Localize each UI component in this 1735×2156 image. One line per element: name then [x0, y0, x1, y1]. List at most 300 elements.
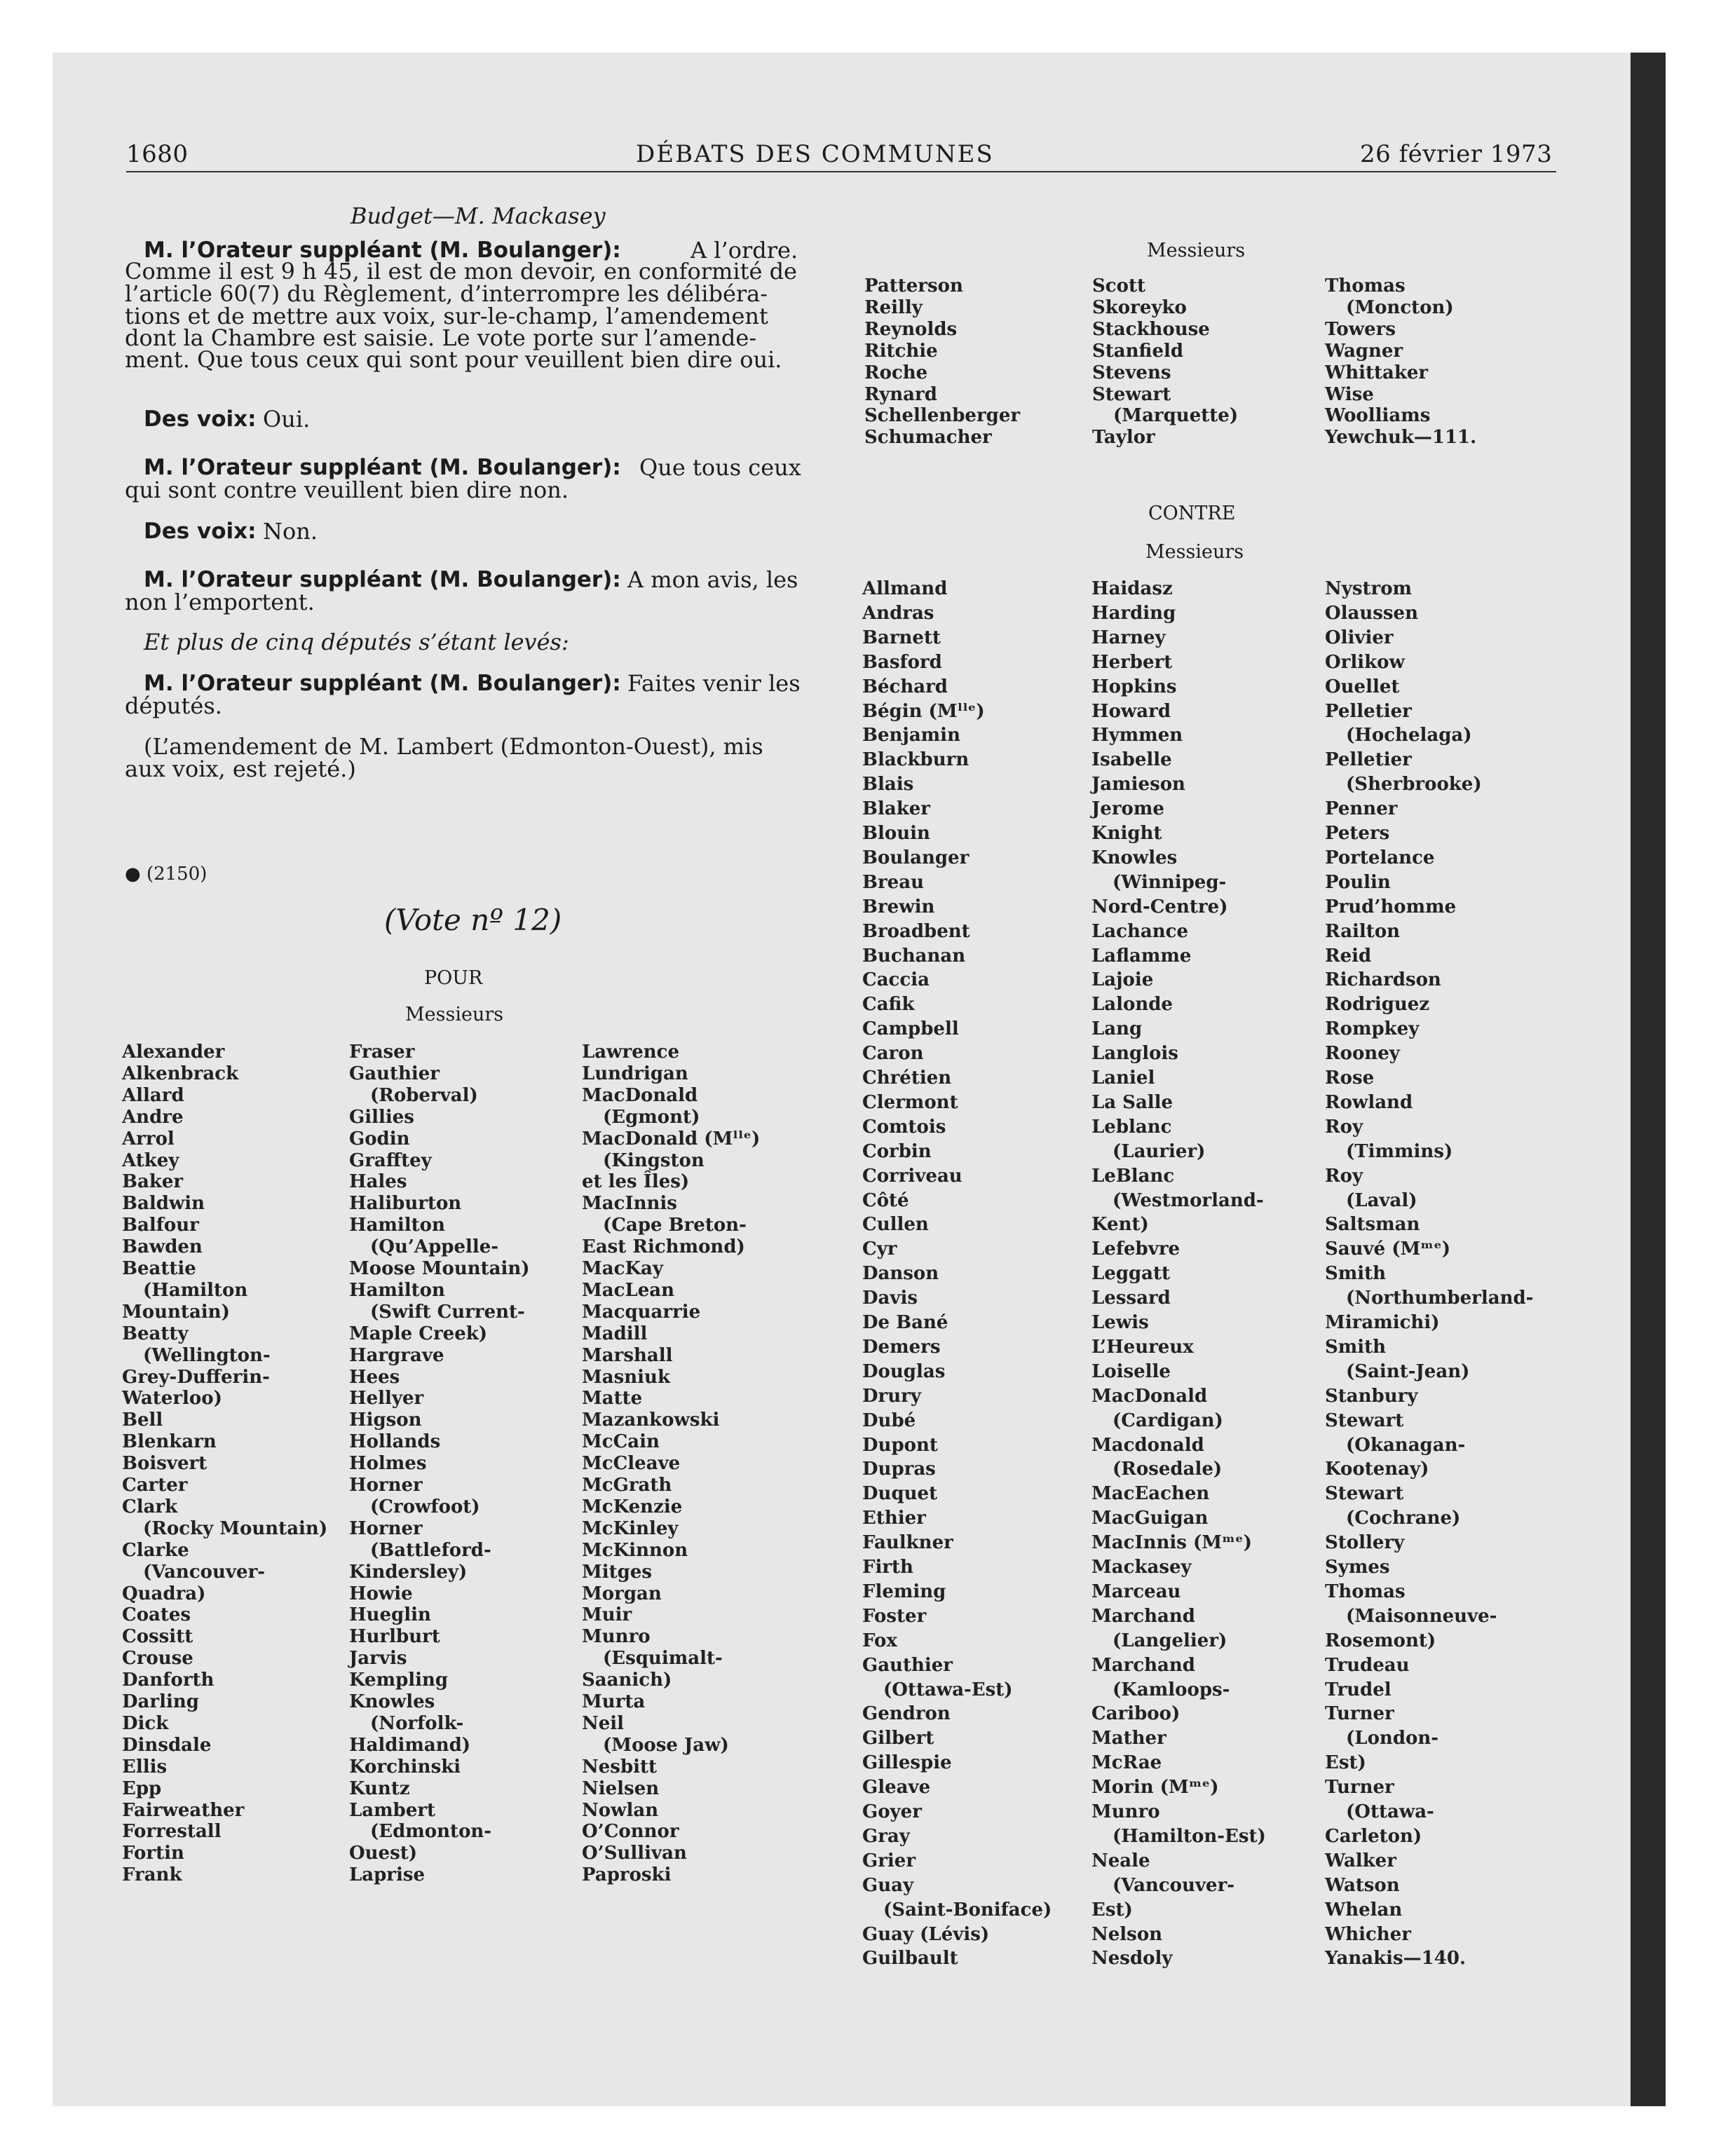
member-name: Beattie: [122, 1258, 196, 1279]
member-name: Kempling: [349, 1670, 449, 1691]
member-name: Lefebvre: [1091, 1239, 1181, 1260]
member-name: Caron: [862, 1043, 924, 1064]
member-name: (Northumberland-: [1346, 1288, 1534, 1309]
pour-label: POUR: [424, 967, 483, 989]
member-name: Dubé: [862, 1410, 916, 1431]
debate-line-continuation: Oui.: [263, 406, 311, 432]
member-name: Waterloo): [122, 1388, 222, 1409]
member-name: (Esquimalt-: [603, 1648, 723, 1669]
member-name: Whittaker: [1325, 362, 1429, 383]
member-name: Corriveau: [862, 1166, 962, 1187]
member-name: Reid: [1325, 946, 1372, 967]
member-name: (London-: [1346, 1728, 1439, 1749]
member-name: Drury: [862, 1386, 921, 1407]
member-name: (Battleford-: [370, 1540, 491, 1561]
member-name: Stewart: [1325, 1410, 1404, 1431]
member-name: Knowles: [349, 1691, 435, 1712]
member-name: Howie: [349, 1583, 413, 1604]
member-name: De Bané: [862, 1312, 948, 1333]
member-name: McGrath: [582, 1475, 672, 1496]
member-name: Demers: [862, 1337, 941, 1358]
member-name: Jamieson: [1091, 774, 1185, 795]
member-name: Ouellet: [1325, 676, 1400, 697]
member-name: Kuntz: [349, 1778, 410, 1799]
member-name: (Langelier): [1113, 1630, 1227, 1651]
member-name: Dupont: [862, 1435, 938, 1456]
member-name: Stanfield: [1092, 341, 1184, 362]
member-name: Marchand: [1091, 1655, 1195, 1676]
member-name: Saltsman: [1325, 1214, 1420, 1235]
member-name: Leggatt: [1091, 1263, 1171, 1284]
debate-line: ment. Que tous ceux qui sont pour veuillent bien dire oui.: [125, 346, 782, 373]
member-name: (Roberval): [370, 1085, 478, 1106]
member-name: Trudeau: [1325, 1655, 1410, 1676]
member-name: Est): [1091, 1899, 1133, 1920]
member-name: Comtois: [862, 1117, 946, 1138]
member-name: Trudel: [1325, 1679, 1392, 1700]
member-name: Buchanan: [862, 946, 966, 967]
member-name: Caccia: [862, 969, 930, 990]
member-name: McCleave: [582, 1453, 681, 1474]
time-marker: ● (2150): [125, 864, 207, 885]
member-name: Blais: [862, 774, 914, 795]
member-name: (Marquette): [1113, 405, 1239, 426]
member-name: (Westmorland-: [1113, 1190, 1264, 1211]
member-name: Hales: [349, 1171, 407, 1192]
member-name: McCain: [582, 1431, 660, 1452]
member-name: Haldimand): [349, 1735, 471, 1756]
member-name: Higson: [349, 1410, 422, 1431]
member-name: Howard: [1091, 701, 1171, 722]
member-name: Darling: [122, 1691, 199, 1712]
member-name: Schellenberger: [864, 405, 1021, 426]
member-name: Roche: [864, 362, 928, 383]
debate-line: l’article 60(7) du Règlement, d’interrompre les délibéra-: [125, 280, 768, 307]
member-name: Ellis: [122, 1756, 168, 1778]
member-name: Knight: [1091, 823, 1162, 844]
member-name: Fortin: [122, 1843, 184, 1864]
member-name: Walker: [1325, 1850, 1396, 1871]
member-name: (Hamilton-Est): [1113, 1826, 1266, 1847]
page-date: 26 février 1973: [1360, 140, 1553, 168]
member-name: Cariboo): [1091, 1703, 1181, 1724]
member-name: Rooney: [1325, 1043, 1400, 1064]
member-name: Gauthier: [349, 1063, 440, 1084]
member-name: Horner: [349, 1518, 423, 1539]
member-name: (Cardigan): [1113, 1410, 1223, 1431]
member-name: Morin (Mᵐᵉ): [1091, 1777, 1219, 1798]
member-name: Matte: [582, 1388, 643, 1409]
member-name: Hellyer: [349, 1388, 424, 1409]
member-name: Broadbent: [862, 921, 970, 942]
member-name: Loiselle: [1091, 1361, 1171, 1382]
member-name: Pelletier: [1325, 701, 1412, 722]
member-name: Langlois: [1091, 1043, 1178, 1064]
member-name: Kindersley): [349, 1562, 468, 1583]
member-name: Miramichi): [1325, 1312, 1440, 1333]
contre-label: CONTRE: [1148, 503, 1236, 524]
member-name: Corbin: [862, 1141, 932, 1162]
member-name: Lawrence: [582, 1042, 680, 1063]
member-name: Guay (Lévis): [862, 1924, 990, 1945]
member-name: Lang: [1091, 1018, 1143, 1039]
member-name: Nelson: [1091, 1924, 1163, 1945]
member-name: Campbell: [862, 1018, 959, 1039]
member-name: Dinsdale: [122, 1735, 212, 1756]
member-name: O’Connor: [582, 1821, 679, 1842]
member-name: Olaussen: [1325, 603, 1418, 624]
member-name: (Vancouver-: [143, 1562, 266, 1583]
section-title: Budget—M. Mackasey: [351, 203, 606, 229]
member-name: Maple Creek): [349, 1323, 488, 1344]
member-name: Peters: [1325, 823, 1390, 844]
member-name: Davis: [862, 1288, 918, 1309]
member-name: Frank: [122, 1864, 182, 1885]
member-name: (Hamilton: [143, 1280, 248, 1301]
debate-line: Et plus de cinq députés s’étant levés:: [144, 629, 569, 655]
scan-edge-shadow: [1631, 53, 1666, 2106]
member-name: MacInnis (Mᵐᵉ): [1091, 1532, 1252, 1553]
member-name: Madill: [582, 1323, 648, 1344]
member-name: Jarvis: [349, 1648, 407, 1669]
member-name: Danforth: [122, 1670, 215, 1691]
member-name: Brewin: [862, 896, 935, 917]
member-name: Alkenbrack: [122, 1063, 239, 1084]
member-name: Thomas: [1325, 1581, 1406, 1602]
member-name: Nesdoly: [1091, 1948, 1173, 1969]
debate-line: dont la Chambre est saisie. Le vote porte sur l’amende-: [125, 325, 757, 351]
debate-line: députés.: [125, 692, 222, 719]
member-name: Benjamin: [862, 725, 960, 746]
member-name: Allmand: [862, 578, 948, 599]
member-name: (Norfolk-: [370, 1713, 464, 1734]
member-name: MacInnis: [582, 1193, 677, 1214]
member-name: Haidasz: [1091, 578, 1173, 599]
member-name: (Vancouver-: [1113, 1875, 1235, 1896]
member-name: Béchard: [862, 676, 948, 697]
member-name: (Rosedale): [1113, 1459, 1223, 1480]
member-name: Rompkey: [1325, 1018, 1420, 1039]
member-name: Yewchuk—111.: [1325, 427, 1477, 448]
member-name: (Rocky Mountain): [143, 1518, 328, 1539]
member-name: MacDonald (Mˡˡᵉ): [582, 1128, 761, 1149]
member-name: Smith: [1325, 1337, 1387, 1358]
journal-title: DÉBATS DES COMMUNES: [636, 140, 994, 168]
member-name: Penner: [1325, 798, 1398, 819]
member-name: (Winnipeg-: [1113, 872, 1227, 893]
vote-title: (Vote nº 12): [384, 903, 562, 937]
member-name: Ouest): [349, 1843, 418, 1864]
member-name: Knowles: [1091, 847, 1178, 868]
member-name: Marceau: [1091, 1581, 1181, 1602]
member-name: Nystrom: [1325, 578, 1413, 599]
member-name: (Egmont): [603, 1107, 700, 1128]
member-name: et les Îles): [582, 1171, 690, 1192]
member-name: Laniel: [1091, 1067, 1155, 1089]
member-name: Lessard: [1091, 1288, 1171, 1309]
member-name: Bégin (Mˡˡᵉ): [862, 701, 985, 722]
member-name: (Ottawa-: [1346, 1801, 1434, 1822]
member-name: Hamilton: [349, 1280, 445, 1301]
member-name: Railton: [1325, 921, 1401, 942]
member-name: Hamilton: [349, 1215, 445, 1236]
member-name: Fairweather: [122, 1800, 245, 1821]
member-name: Woolliams: [1325, 405, 1431, 426]
member-name: Carleton): [1325, 1826, 1422, 1847]
member-name: Turner: [1325, 1777, 1394, 1798]
top-messieurs-label: Messieurs: [1147, 240, 1246, 261]
member-name: Epp: [122, 1778, 162, 1799]
member-name: Roy: [1325, 1117, 1363, 1138]
member-name: McKinnon: [582, 1540, 688, 1561]
member-name: (Laval): [1346, 1190, 1417, 1211]
member-name: (Qu’Appelle-: [370, 1236, 499, 1257]
page-number: 1680: [126, 140, 189, 168]
member-name: Orlikow: [1325, 652, 1405, 673]
member-name: (Saint-Boniface): [883, 1899, 1052, 1920]
member-name: Boulanger: [862, 847, 969, 868]
member-name: Gleave: [862, 1777, 931, 1798]
member-name: Rose: [1325, 1067, 1375, 1089]
member-name: Ritchie: [864, 341, 938, 362]
member-name: Gauthier: [862, 1655, 953, 1676]
member-name: Gilbert: [862, 1728, 934, 1749]
member-name: Hueglin: [349, 1604, 431, 1625]
member-name: Nielsen: [582, 1778, 660, 1799]
member-name: Lambert: [349, 1800, 436, 1821]
member-name: Pelletier: [1325, 749, 1412, 770]
member-name: Cyr: [862, 1239, 897, 1260]
member-name: Mather: [1091, 1728, 1166, 1749]
member-name: (Kamloops-: [1113, 1679, 1230, 1700]
debate-line: non l’emportent.: [125, 589, 315, 615]
member-name: (Okanagan-: [1346, 1435, 1466, 1456]
member-name: Haliburton: [349, 1193, 462, 1214]
member-name: Nesbitt: [582, 1756, 658, 1778]
member-name: Kent): [1091, 1214, 1149, 1235]
member-name: Laflamme: [1091, 946, 1192, 967]
member-name: Prud’homme: [1325, 896, 1457, 917]
member-name: Cullen: [862, 1214, 929, 1235]
member-name: MacGuigan: [1091, 1508, 1209, 1529]
member-name: Wagner: [1325, 341, 1403, 362]
member-name: (Timmins): [1346, 1141, 1453, 1162]
member-name: (Ottawa-Est): [883, 1679, 1013, 1700]
member-name: Richardson: [1325, 969, 1441, 990]
member-name: Portelance: [1325, 847, 1435, 868]
member-name: MacEachen: [1091, 1483, 1210, 1504]
member-name: Douglas: [862, 1361, 946, 1382]
member-name: (Crowfoot): [370, 1496, 480, 1517]
pour-messieurs-label: Messieurs: [405, 1004, 504, 1025]
debate-line-continuation: Que tous ceux: [639, 454, 801, 481]
member-name: Chrétien: [862, 1067, 952, 1089]
member-name: MacKay: [582, 1258, 664, 1279]
member-name: Côté: [862, 1190, 909, 1211]
debate-line: (L’amendement de M. Lambert (Edmonton-Ouest), mis: [144, 733, 763, 760]
member-name: Olivier: [1325, 627, 1394, 648]
member-name: Whicher: [1325, 1924, 1411, 1945]
member-name: (Cochrane): [1346, 1508, 1461, 1529]
member-name: L’Heureux: [1091, 1337, 1194, 1358]
member-name: O’Sullivan: [582, 1843, 687, 1864]
member-name: Boisvert: [122, 1453, 207, 1474]
member-name: Moose Mountain): [349, 1258, 530, 1279]
member-name: Murta: [582, 1691, 646, 1712]
member-name: Barnett: [862, 627, 941, 648]
member-name: Grey-Dufferin-: [122, 1367, 270, 1388]
member-name: Andre: [122, 1107, 184, 1128]
member-name: Holmes: [349, 1453, 427, 1474]
member-name: Towers: [1325, 319, 1396, 340]
member-name: Thomas: [1325, 275, 1406, 296]
member-name: Hees: [349, 1367, 400, 1388]
member-name: Balfour: [122, 1215, 199, 1236]
member-name: Fox: [862, 1630, 897, 1651]
member-name: Stanbury: [1325, 1386, 1418, 1407]
member-name: Whelan: [1325, 1899, 1403, 1920]
member-name: McKenzie: [582, 1496, 683, 1517]
member-name: Forrestall: [122, 1821, 222, 1842]
member-name: (Hochelaga): [1346, 725, 1472, 746]
member-name: Clermont: [862, 1092, 958, 1113]
debate-line-continuation: A l’ordre.: [690, 237, 798, 264]
member-name: Symes: [1325, 1557, 1390, 1578]
member-name: Blackburn: [862, 749, 969, 770]
member-name: Guilbault: [862, 1948, 958, 1969]
member-name: Guay: [862, 1875, 914, 1896]
member-name: Breau: [862, 872, 924, 893]
member-name: Atkey: [122, 1150, 179, 1171]
member-name: Hargrave: [349, 1345, 444, 1366]
member-name: Mackasey: [1091, 1557, 1192, 1578]
member-name: Hollands: [349, 1431, 441, 1452]
member-name: (Cape Breton-: [603, 1215, 747, 1236]
member-name: Grafftey: [349, 1150, 432, 1171]
member-name: Blenkarn: [122, 1431, 217, 1452]
debate-line: Des voix:: [144, 407, 257, 432]
member-name: (Saint-Jean): [1346, 1361, 1470, 1382]
member-name: Stewart: [1325, 1483, 1404, 1504]
member-name: Skoreyko: [1092, 297, 1187, 318]
member-name: (Wellington-: [143, 1345, 271, 1366]
member-name: Harding: [1091, 603, 1176, 624]
member-name: Lundrigan: [582, 1063, 688, 1084]
member-name: Duquet: [862, 1483, 938, 1504]
member-name: Faulkner: [862, 1532, 953, 1553]
member-name: Rosemont): [1325, 1630, 1436, 1651]
member-name: Gillies: [349, 1107, 414, 1128]
member-name: Marchand: [1091, 1606, 1195, 1627]
member-name: Beatty: [122, 1323, 189, 1344]
member-name: (Kingston: [603, 1150, 705, 1171]
member-name: Jerome: [1091, 798, 1164, 819]
member-name: Allard: [122, 1085, 184, 1106]
member-name: Marshall: [582, 1345, 673, 1366]
member-name: (Edmonton-: [370, 1821, 492, 1842]
debate-line-continuation: A mon avis, les: [627, 566, 798, 593]
member-name: Alexander: [122, 1042, 225, 1063]
debate-line: M. l’Orateur suppléant (M. Boulanger):: [144, 455, 621, 480]
member-name: Clark: [122, 1496, 178, 1517]
member-name: East Richmond): [582, 1236, 745, 1257]
member-name: Basford: [862, 652, 942, 673]
member-name: Nord-Centre): [1091, 896, 1228, 917]
member-name: Mazankowski: [582, 1410, 720, 1431]
member-name: Lalonde: [1091, 994, 1173, 1015]
member-name: Saanich): [582, 1670, 672, 1691]
member-name: Morgan: [582, 1583, 662, 1604]
debate-line: qui sont contre veuillent bien dire non.: [125, 477, 569, 503]
member-name: Reilly: [864, 297, 923, 318]
member-name: Poulin: [1325, 872, 1391, 893]
member-name: Baker: [122, 1171, 184, 1192]
member-name: Bell: [122, 1410, 163, 1431]
member-name: Lewis: [1091, 1312, 1149, 1333]
member-name: Taylor: [1092, 427, 1155, 448]
member-name: Est): [1325, 1752, 1366, 1773]
member-name: McRae: [1091, 1752, 1162, 1773]
member-name: Mountain): [122, 1302, 230, 1323]
member-name: Baldwin: [122, 1193, 205, 1214]
debate-line-continuation: Non.: [263, 518, 318, 545]
debate-line: tions et de mettre aux voix, sur-le-champ, l’amendement: [125, 303, 768, 329]
member-name: Roy: [1325, 1166, 1363, 1187]
member-name: Foster: [862, 1606, 927, 1627]
member-name: Sauvé (Mᵐᵉ): [1325, 1239, 1451, 1260]
member-name: Korchinski: [349, 1756, 461, 1778]
member-name: Goyer: [862, 1801, 922, 1822]
member-name: Wise: [1325, 384, 1374, 405]
member-name: Munro: [582, 1626, 651, 1647]
member-name: Stewart: [1092, 384, 1171, 405]
member-name: Coates: [122, 1604, 191, 1625]
member-name: Lajoie: [1091, 969, 1154, 990]
debate-line: M. l’Orateur suppléant (M. Boulanger):: [144, 671, 621, 696]
member-name: Stevens: [1092, 362, 1171, 383]
member-name: Godin: [349, 1128, 410, 1149]
member-name: (Sherbrooke): [1346, 774, 1482, 795]
member-name: Gray: [862, 1826, 910, 1847]
debate-line: Des voix:: [144, 519, 257, 544]
debate-line-continuation: Faites venir les: [627, 670, 801, 697]
member-name: Stollery: [1325, 1532, 1405, 1553]
member-name: Hymmen: [1091, 725, 1183, 746]
member-name: Macquarrie: [582, 1302, 701, 1323]
member-name: (Swift Current-: [370, 1302, 525, 1323]
member-name: Neale: [1091, 1850, 1150, 1871]
member-name: McKinley: [582, 1518, 679, 1539]
member-name: Isabelle: [1091, 749, 1172, 770]
member-name: Grier: [862, 1850, 916, 1871]
member-name: Blaker: [862, 798, 930, 819]
member-name: Watson: [1325, 1875, 1400, 1896]
member-name: Rodriguez: [1325, 994, 1430, 1015]
member-name: Muir: [582, 1604, 632, 1625]
member-name: Hopkins: [1091, 676, 1177, 697]
member-name: (Moose Jaw): [603, 1735, 729, 1756]
member-name: Schumacher: [864, 427, 992, 448]
member-name: MacDonald: [582, 1085, 698, 1106]
member-name: Scott: [1092, 275, 1145, 296]
member-name: Rynard: [864, 384, 937, 405]
member-name: La Salle: [1091, 1092, 1173, 1113]
member-name: (Maisonneuve-: [1346, 1606, 1497, 1627]
member-name: MacDonald: [1091, 1386, 1208, 1407]
member-name: Smith: [1325, 1263, 1387, 1284]
member-name: Stackhouse: [1092, 319, 1210, 340]
member-name: Leblanc: [1091, 1117, 1172, 1138]
